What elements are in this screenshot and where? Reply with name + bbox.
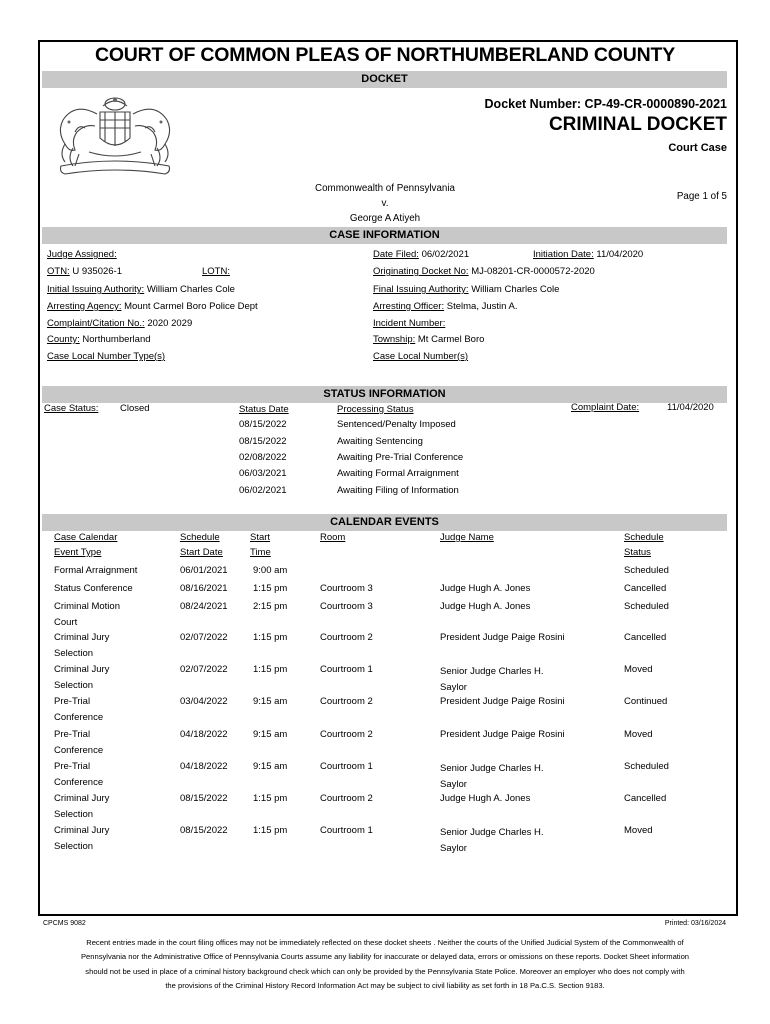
header-room: Room — [320, 532, 346, 543]
pennsylvania-seal-icon — [45, 92, 185, 180]
processing-status-header: Processing Status — [337, 404, 414, 415]
initial-issuing-value: William Charles Cole — [146, 284, 235, 295]
calendar-start-time: 2:15 pm — [253, 601, 288, 612]
calendar-start-date: 04/18/2022 — [180, 729, 228, 740]
status-row-processing: Awaiting Pre-Trial Conference — [337, 452, 464, 463]
initiation-date-label: Initiation Date: — [533, 249, 594, 260]
final-issuing-value: William Charles Cole — [471, 284, 560, 295]
calendar-start-time: 9:15 am — [253, 761, 288, 772]
calendar-judge-name: Senior Judge Charles H. — [440, 666, 544, 677]
caption-defendant: George A Atiyeh — [349, 213, 421, 224]
county-value: Northumberland — [82, 334, 151, 345]
calendar-event-type: Selection — [54, 841, 94, 852]
calendar-schedule-status: Scheduled — [624, 565, 669, 576]
header-schedule-1: Schedule — [180, 532, 220, 543]
status-row-processing: Awaiting Filing of Information — [337, 485, 459, 496]
calendar-room: Courtroom 2 — [320, 793, 373, 804]
case-status-value: Closed — [120, 403, 150, 414]
caption-plaintiff: Commonwealth of Pennsylvania — [315, 183, 455, 194]
calendar-event-type: Pre-Trial — [54, 696, 91, 707]
calendar-event-type: Selection — [54, 809, 94, 820]
judge-assigned-label: Judge Assigned: — [47, 249, 117, 260]
header-event-type-2: Event Type — [54, 547, 102, 558]
printed-date: Printed: 03/16/2024 — [664, 920, 726, 927]
calendar-schedule-status: Scheduled — [624, 601, 669, 612]
status-row-date: 02/08/2022 — [239, 452, 287, 463]
status-row-date: 06/02/2021 — [239, 485, 287, 496]
calendar-event-type: Status Conference — [54, 583, 133, 594]
initial-issuing-label: Initial Issuing Authority: — [47, 284, 145, 295]
calendar-event-type: Criminal Jury — [54, 793, 110, 804]
date-filed-row — [373, 249, 469, 260]
calendar-start-date: 03/04/2022 — [180, 696, 228, 707]
calendar-event-type: Conference — [54, 745, 104, 756]
docket-type: CRIMINAL DOCKET — [548, 114, 727, 135]
status-row-processing: Awaiting Sentencing — [337, 436, 423, 447]
final-issuing-row — [373, 284, 559, 295]
status-date-header: Status Date — [239, 404, 289, 415]
arresting-agency-value: Mount Carmel Boro Police Dept — [124, 301, 258, 312]
initiation-date-value: 11/04/2020 — [596, 249, 644, 260]
calendar-start-date: 06/01/2021 — [180, 565, 228, 576]
complaint-date-value: 11/04/2020 — [667, 402, 714, 413]
calendar-event-type: Criminal Jury — [54, 825, 110, 836]
calendar-start-date: 08/24/2021 — [180, 601, 228, 612]
calendar-event-type: Selection — [54, 648, 94, 659]
calendar-start-date: 02/07/2022 — [180, 632, 228, 643]
calendar-judge-name: President Judge Paige Rosini — [440, 632, 565, 643]
calendar-room: Courtroom 1 — [320, 664, 373, 675]
orig-docket-value: MJ-08201-CR-0000572-2020 — [471, 266, 595, 277]
calendar-schedule-status: Moved — [624, 664, 653, 675]
calendar-start-time: 1:15 pm — [253, 825, 288, 836]
calendar-event-type: Criminal Jury — [54, 632, 110, 643]
calendar-start-date: 08/15/2022 — [180, 825, 228, 836]
calendar-room: Courtroom 1 — [320, 761, 373, 772]
calendar-schedule-status: Moved — [624, 825, 653, 836]
header-schedule-2: Start Date — [180, 547, 223, 558]
header-status-2: Status — [624, 547, 651, 558]
otn-label: OTN: — [47, 266, 70, 277]
status-row-processing: Awaiting Formal Arraignment — [337, 468, 459, 479]
complaint-label: Complaint/Citation No.: — [47, 318, 145, 329]
calendar-room: Courtroom 2 — [320, 632, 373, 643]
final-issuing-label: Final Issuing Authority: — [373, 284, 469, 295]
complaint-date-label: Complaint Date: — [571, 402, 640, 413]
disclaimer: Recent entries made in the court filing offices may not be immediately reflected on these docket sheets . Neither the courts of the Unified Judicial System of the Commonwealth of Pennsylvania nor the Administrative Office of Pennsylvania Courts assume any liability for inaccurate or delayed data, errors or omissions on these reports. Docket Sheet information should not be used in place of a criminal history background check which can only be provided by the Pennsylvania State Police. Moreover an employer who does not comply with the provisions of the Criminal History Record Information Act may be subject to civil liability as set forth in 18 Pa.C.S. Section 9183. — [80, 938, 690, 991]
status-row-date: 06/03/2021 — [239, 468, 287, 479]
calendar-judge-name: President Judge Paige Rosini — [440, 729, 565, 740]
case-information-band: CASE INFORMATION — [42, 227, 727, 244]
calendar-schedule-status: Continued — [624, 696, 668, 707]
status-information-band: STATUS INFORMATION — [42, 386, 727, 403]
local-type-label: Case Local Number Type(s) — [47, 351, 166, 362]
calendar-room: Courtroom 3 — [320, 601, 373, 612]
calendar-judge-name: Senior Judge Charles H. — [440, 827, 544, 838]
arresting-agency-row — [47, 301, 258, 312]
calendar-start-time: 9:15 am — [253, 696, 288, 707]
calendar-event-type: Formal Arraignment — [54, 565, 138, 576]
arresting-officer-row — [373, 301, 518, 312]
calendar-event-type: Criminal Motion — [54, 601, 120, 612]
calendar-schedule-status: Cancelled — [624, 583, 667, 594]
page-label: Page 1 of 5 — [676, 191, 727, 202]
calendar-event-type: Conference — [54, 712, 104, 723]
docket-number: Docket Number: CP-49-CR-0000890-2021 — [484, 97, 727, 111]
calendar-judge-name: Judge Hugh A. Jones — [440, 793, 531, 804]
calendar-room: Courtroom 2 — [320, 729, 373, 740]
calendar-start-date: 08/15/2022 — [180, 793, 228, 804]
calendar-event-type: Selection — [54, 680, 94, 691]
calendar-event-type: Court — [54, 617, 78, 628]
otn-value: U 935026-1 — [72, 266, 122, 277]
calendar-start-time: 1:15 pm — [253, 632, 288, 643]
arresting-agency-label: Arresting Agency: — [47, 301, 122, 312]
court-title: COURT OF COMMON PLEAS OF NORTHUMBERLAND COUNTY — [94, 44, 676, 66]
township-row — [373, 334, 484, 345]
calendar-event-type: Conference — [54, 777, 104, 788]
status-row-date: 08/15/2022 — [239, 436, 287, 447]
docket-band: DOCKET — [42, 71, 727, 88]
orig-docket-label: Originating Docket No: — [373, 266, 469, 277]
calendar-judge-name: President Judge Paige Rosini — [440, 696, 565, 707]
township-value: Mt Carmel Boro — [417, 334, 485, 345]
local-numbers-label: Case Local Number(s) — [373, 351, 469, 362]
calendar-events-band: CALENDAR EVENTS — [42, 514, 727, 531]
calendar-start-date: 04/18/2022 — [180, 761, 228, 772]
orig-docket-row — [373, 266, 595, 277]
calendar-schedule-status: Cancelled — [624, 793, 667, 804]
arresting-officer-value: Stelma, Justin A. — [446, 301, 518, 312]
township-label: Township: — [373, 334, 416, 345]
calendar-start-date: 02/07/2022 — [180, 664, 228, 675]
calendar-judge-name: Saylor — [440, 682, 467, 693]
calendar-event-type: Pre-Trial — [54, 761, 91, 772]
case-status-label: Case Status: — [44, 403, 99, 414]
arresting-officer-label: Arresting Officer: — [373, 301, 445, 312]
county-row — [47, 334, 151, 345]
calendar-room: Courtroom 1 — [320, 825, 373, 836]
header-status-1: Schedule — [624, 532, 664, 543]
calendar-start-time: 1:15 pm — [253, 664, 288, 675]
calendar-event-type: Criminal Jury — [54, 664, 110, 675]
calendar-schedule-status: Moved — [624, 729, 653, 740]
status-row-date: 08/15/2022 — [239, 419, 287, 430]
calendar-room: Courtroom 3 — [320, 583, 373, 594]
calendar-start-date: 08/16/2021 — [180, 583, 228, 594]
calendar-judge-name: Saylor — [440, 843, 467, 854]
lotn-label: LOTN: — [202, 266, 230, 277]
header-judge: Judge Name — [440, 532, 494, 543]
header-event-type-1: Case Calendar — [54, 532, 118, 543]
form-id: CPCMS 9082 — [43, 920, 86, 927]
calendar-schedule-status: Cancelled — [624, 632, 667, 643]
calendar-judge-name: Judge Hugh A. Jones — [440, 583, 531, 594]
county-label: County: — [47, 334, 80, 345]
status-row-processing: Sentenced/Penalty Imposed — [337, 419, 456, 430]
calendar-judge-name: Judge Hugh A. Jones — [440, 601, 531, 612]
case-kind: Court Case — [668, 142, 727, 154]
calendar-start-time: 9:00 am — [253, 565, 288, 576]
calendar-judge-name: Senior Judge Charles H. — [440, 763, 544, 774]
header-start-1: Start — [250, 532, 271, 543]
calendar-event-type: Pre-Trial — [54, 729, 91, 740]
otn-row — [47, 266, 122, 277]
complaint-value: 2020 2029 — [147, 318, 193, 329]
calendar-schedule-status: Scheduled — [624, 761, 669, 772]
initial-issuing-row — [47, 284, 235, 295]
complaint-row — [47, 318, 192, 329]
calendar-room: Courtroom 2 — [320, 696, 373, 707]
caption-versus: v. — [381, 198, 389, 209]
calendar-start-time: 1:15 pm — [253, 583, 288, 594]
calendar-start-time: 1:15 pm — [253, 793, 288, 804]
calendar-judge-name: Saylor — [440, 779, 467, 790]
date-filed-label: Date Filed: — [373, 249, 419, 260]
initiation-date-row — [533, 249, 643, 260]
incident-label: Incident Number: — [373, 318, 446, 329]
calendar-start-time: 9:15 am — [253, 729, 288, 740]
date-filed-value: 06/02/2021 — [421, 249, 470, 260]
header-start-2: Time — [250, 547, 271, 558]
